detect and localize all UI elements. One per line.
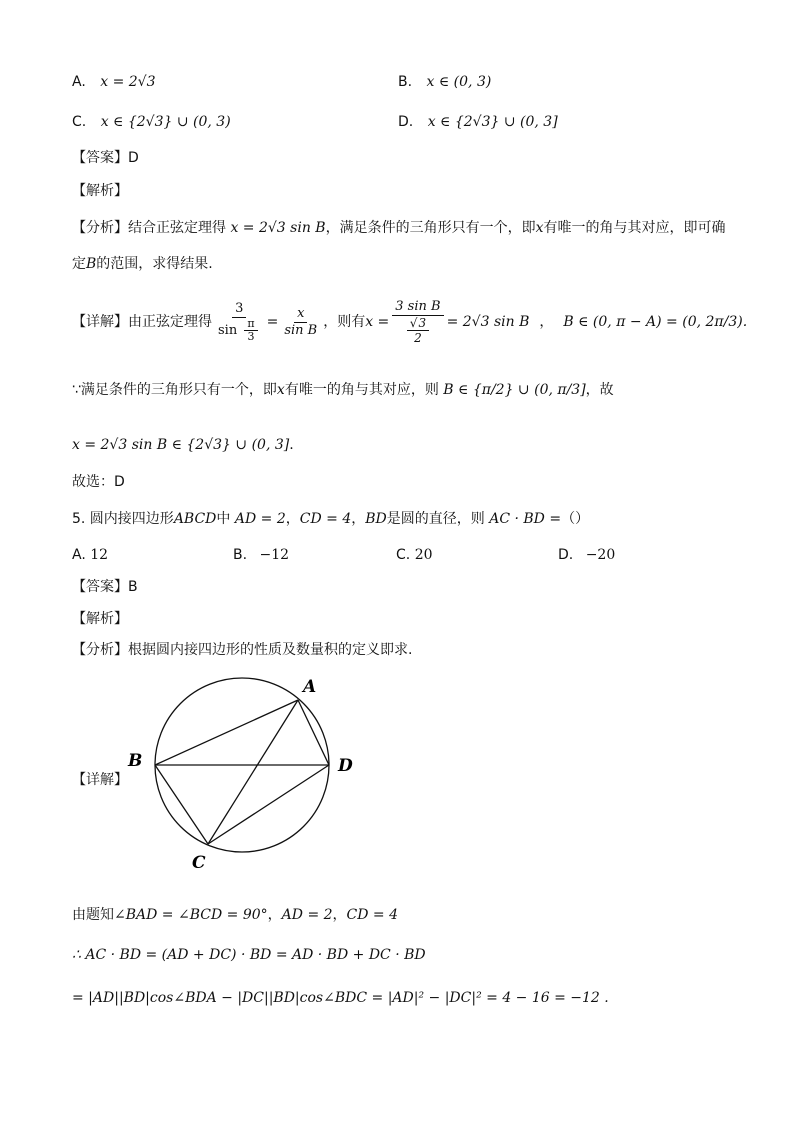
q5-option-a: A. 12: [72, 547, 109, 563]
label-a: A: [303, 677, 317, 697]
fraction-3sinB-over-sqrt3-2: $\frac{\text{3 sin B}}{\frac{√3}{2}}$: [392, 299, 443, 345]
option-d: D. x ∈ {2√3} ∪ (0, 3]: [398, 114, 558, 130]
segment-ad: [298, 700, 329, 765]
label-b: B: [128, 751, 143, 771]
q5-step-1: ∴ AC · BD = (AD + DC) · BD = AD · BD + DC · BD: [72, 947, 426, 963]
label-c: C: [192, 853, 206, 873]
q5-explain-tag: 【解析】: [72, 611, 128, 627]
option-c: C. x ∈ {2√3} ∪ (0, 3): [72, 114, 231, 130]
fraction-3-over-sin-pi3: 3 sin $\frac{\pi}{3}$: [215, 301, 264, 343]
option-a: A. x = 2√3: [72, 74, 156, 90]
q5-detail-tag: 【详解】: [72, 772, 128, 788]
segment-ac: [208, 700, 298, 844]
option-b: B. x ∈ (0, 3): [398, 74, 492, 90]
analysis-line-2: 定B的范围，求得结果.: [72, 256, 213, 272]
question-5-stem: 5. 圆内接四边形ABCD中 AD = 2，CD = 4，BD是圆的直径，则 AC · BD =（）: [72, 511, 590, 527]
segment-ba: [155, 700, 298, 765]
q5-given: 由题知∠BAD = ∠BCD = 90°，AD = 2，CD = 4: [72, 907, 399, 923]
q5-analysis: 【分析】根据圆内接四边形的性质及数量积的定义即求.: [72, 642, 413, 658]
detail-line-2: ∵满足条件的三角形只有一个，即x有唯一的角与其对应，则 B ∈ {π/2} ∪ (0, π/3]，故: [72, 382, 614, 398]
label-d: D: [338, 756, 353, 776]
answer-row: 【答案】D: [72, 150, 139, 166]
fraction-x-over-sinB: $\frac{x}{\text{sin B}}$: [284, 305, 318, 338]
circle-quadrilateral-figure: [120, 668, 370, 878]
detail-line-3: x = 2√3 sin B ∈ {2√3} ∪ (0, 3].: [72, 437, 294, 453]
segment-bc: [155, 765, 208, 844]
q5-answer-row: 【答案】B: [72, 579, 138, 595]
segment-cd: [208, 765, 329, 844]
q5-option-b: B. −12: [233, 547, 290, 563]
q5-option-d: D. −20: [558, 547, 616, 563]
detail-line-1: 【详解】 由正弦定理得 3 sin $\frac{\pi}{3}$ = $\frac{x}{\text{sin B}}$ ，则有 x = $\frac{\text{3 sin B}}{\frac{√3}{2}}$ = 2√3 sin B ， B ∈ (0, π − A) = (0, 2π/3).: [72, 299, 748, 345]
q5-step-2: = |AD||BD|cos∠BDA − |DC||BD|cos∠BDC = |AD|² − |DC|² = 4 − 16 = −12 .: [72, 990, 609, 1006]
choose-line: 故选：D: [72, 474, 125, 490]
q5-option-c: C. 20: [396, 547, 433, 563]
explain-tag: 【解析】: [72, 183, 128, 199]
analysis-line-1: 【分析】结合正弦定理得 x = 2√3 sin B，满足条件的三角形只有一个，即x有唯一的角与其对应，即可确: [72, 220, 726, 236]
